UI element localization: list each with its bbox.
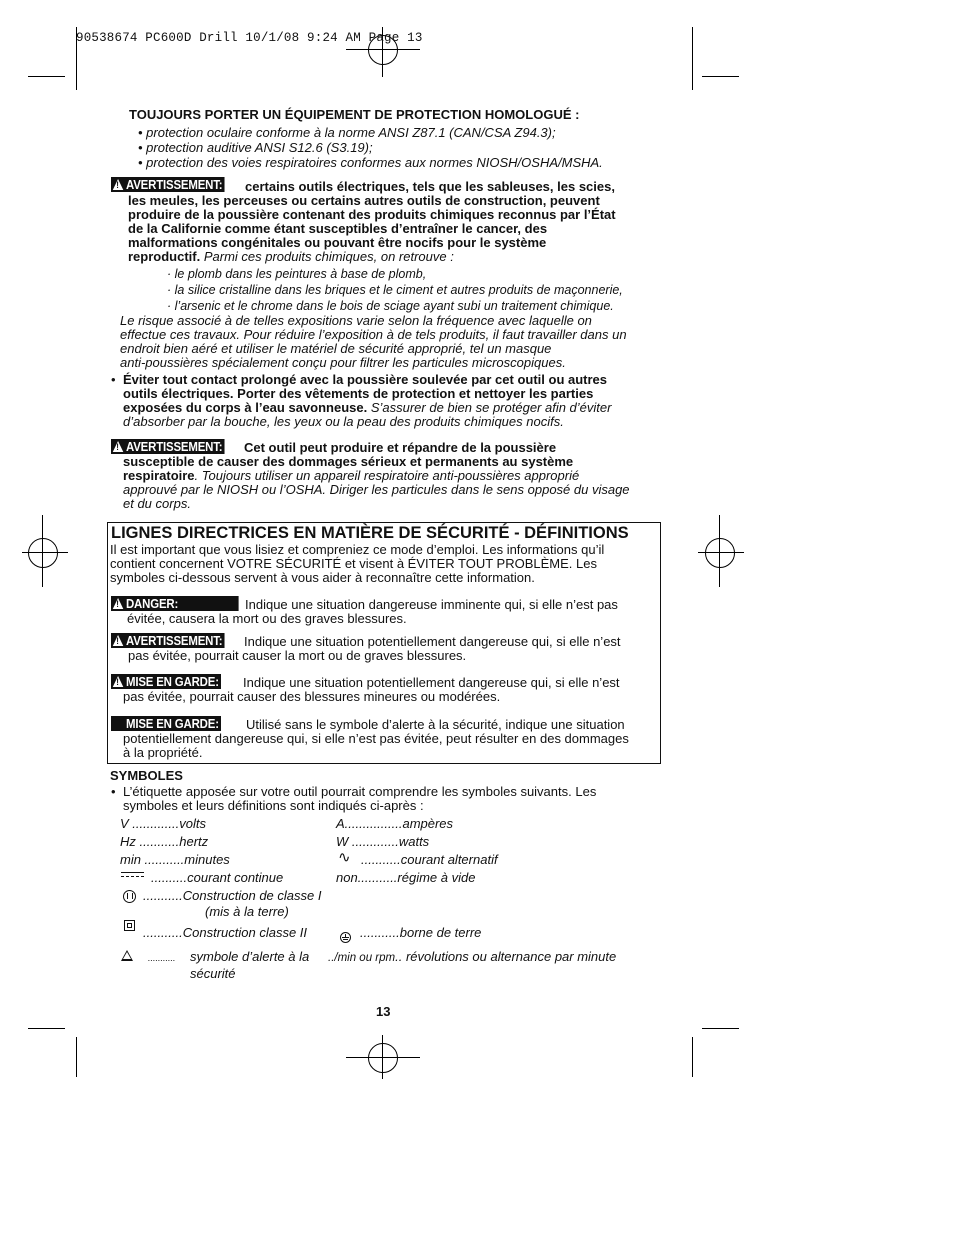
alert-triangle-icon <box>113 179 124 190</box>
symbol-alert-leader: ........... <box>148 953 176 963</box>
symbol-class-ii: ...........Construction classe II <box>143 925 308 940</box>
warning1-line: malformations congénitales ou pouvant être nocifs pour le système <box>128 235 547 250</box>
symbol-rpm: ../min ou rpm.. révolutions ou alternance par minute <box>328 949 617 964</box>
alert-triangle-icon <box>113 441 124 452</box>
protection-item: • protection auditive ANSI S12.6 (S3.19); <box>138 140 373 155</box>
guidelines-intro-line: Il est important que vous lisiez et compreniez ce mode d’emploi. Les informations qu’il <box>110 542 605 557</box>
warning-label: !AVERTISSEMENT: <box>111 439 224 454</box>
symbol-minutes: min ...........minutes <box>120 852 230 867</box>
chemical-item: · l’arsenic et le chrome dans le bois de sciage ayant subi un traitement chimique. <box>167 299 614 313</box>
symbol-hertz: Hz ...........hertz <box>120 834 209 849</box>
avoid-line: outils électriques. Porter des vêtements de protection et nettoyer les parties <box>123 386 594 401</box>
class-ii-construction-icon <box>124 920 135 931</box>
crop-mark-top-right-v <box>692 27 693 90</box>
danger-line: Indique une situation dangereuse imminente qui, si elle n’est pas <box>245 597 618 612</box>
symbol-amperes: A................ampères <box>336 816 454 831</box>
avoid-line: Éviter tout contact prolongé avec la poussière soulevée par cet outil ou autres <box>123 372 608 387</box>
bullet-icon: • <box>111 372 116 387</box>
symbol-alternating-current: ...........courant alternatif <box>361 852 498 867</box>
warning2-line: Cet outil peut produire et répandre de la poussière <box>244 440 557 455</box>
mise-en-garde-plain-line: potentiellement dangereuse qui, si elle n’est pas évitée, peut résulter en des dommages <box>123 731 629 746</box>
avertissement-line: pas évitée, pourrait causer la mort ou de graves blessures. <box>128 648 467 663</box>
crop-mark-bottom-right-v <box>692 1037 693 1077</box>
alert-triangle-icon <box>113 635 124 646</box>
protection-heading: TOUJOURS PORTER UN ÉQUIPEMENT DE PROTECTION HOMOLOGUÉ : <box>129 107 580 122</box>
symbols-intro: symboles et leurs définitions sont indiqués ci-après : <box>123 798 424 813</box>
warning1-line: produire de la poussière contenant des produits chimiques reconnus par l’État <box>128 207 616 222</box>
avertissement-line: Indique une situation potentiellement dangereuse qui, si elle n’est <box>244 634 621 649</box>
risk-line: effectue ces travaux. Pour réduire l’exposition à de tels produits, il faut travailler dans un <box>120 327 627 342</box>
earth-terminal-icon <box>340 932 351 943</box>
warning2-line: susceptible de causer des dommages sérieux et permanents au système <box>123 454 574 469</box>
mise-en-garde-line: pas évitée, pourrait causer des blessures mineures ou modérées. <box>123 689 501 704</box>
symbol-watts: W .............watts <box>336 834 430 849</box>
guidelines-intro-line: contient concernent VOTRE SÉCURITÉ et visent à ÉVITER TOUT PROBLÈME. Les <box>110 556 597 571</box>
mise-en-garde-plain-line: à la propriété. <box>123 745 203 760</box>
crop-mark-bottom-right-h <box>702 1028 739 1029</box>
alternating-current-icon: ∿ <box>338 849 351 866</box>
warning1-line: certains outils électriques, tels que les sableuses, les scies, <box>245 179 615 194</box>
alert-triangle-icon <box>113 676 124 687</box>
crop-mark-bottom-left-h <box>28 1028 65 1029</box>
warning2-line: approuvé par le NIOSH ou l’OSHA. Diriger les particules dans le sens opposé du visage <box>123 482 630 497</box>
avertissement-label: !AVERTISSEMENT: <box>111 633 224 648</box>
symbol-class-i-note: (mis à la terre) <box>205 904 289 919</box>
mise-en-garde-line: Indique une situation potentiellement dangereuse qui, si elle n’est <box>243 675 620 690</box>
direct-current-icon <box>121 872 144 877</box>
symbol-alert: symbole d’alerte à la <box>190 949 310 964</box>
mise-en-garde-plain-line: Utilisé sans le symbole d’alerte à la sécurité, indique une situation <box>246 717 625 732</box>
warning1-line: de la Californie comme étant susceptibles d’entraîner le cancer, des <box>128 221 548 236</box>
warning2-line: respiratoire. Toujours utiliser un appareil respiratoire anti-poussières approprié <box>123 468 580 483</box>
warning2-line: et du corps. <box>123 496 191 511</box>
symbol-alert-line2: sécurité <box>190 966 236 981</box>
guidelines-intro-line: symboles ci-dessous servent à vous aider à reconnaître cette information. <box>110 570 535 585</box>
safety-alert-icon <box>121 950 133 961</box>
mise-en-garde-label: !MISE EN GARDE: <box>111 674 221 689</box>
danger-label: !DANGER: <box>111 596 239 611</box>
avoid-line: d’absorber par la bouche, les yeux ou la peau des produits chimiques nocifs. <box>123 414 564 429</box>
risk-line: anti-poussières spécialement conçu pour filtrer les particules microscopiques. <box>120 355 566 370</box>
alert-triangle-icon <box>113 598 124 609</box>
risk-line: endroit bien aéré et utiliser le matériel de sécurité approprié, tel un masque <box>120 341 552 356</box>
bullet-icon: • <box>111 784 116 799</box>
danger-line: évitée, causera la mort ou des graves blessures. <box>127 611 407 626</box>
warning-label: !AVERTISSEMENT: <box>111 177 224 192</box>
symbol-direct-current: ..........courant continue <box>151 870 284 885</box>
symbols-heading: SYMBOLES <box>110 768 183 783</box>
warning1-line: reproductif. Parmi ces produits chimiques, on retrouve : <box>128 249 454 264</box>
chemical-item: · le plomb dans les peintures à base de plomb, <box>167 267 427 281</box>
symbol-volts: V .............volts <box>120 816 206 831</box>
symbol-class-i: ...........Construction de classe I <box>143 888 322 903</box>
symbol-earth-terminal: ...........borne de terre <box>360 925 482 940</box>
page-number: 13 <box>376 1004 391 1019</box>
symbol-no-load: non...........régime à vide <box>336 870 476 885</box>
avoid-line: exposées du corps à l’eau savonneuse. S’assurer de bien se protéger afin d’éviter <box>123 400 612 415</box>
guidelines-title: LIGNES DIRECTRICES EN MATIÈRE DE SÉCURITÉ - DÉFINITIONS <box>111 524 629 542</box>
crop-mark-top-left-h <box>28 76 65 77</box>
class-i-construction-icon <box>123 890 136 903</box>
chemical-item: · la silice cristalline dans les briques et le ciment et autres produits de maçonnerie, <box>167 283 623 297</box>
warning1-line: les meules, les perceuses ou certains autres outils de construction, peuvent <box>128 193 600 208</box>
print-slug: 90538674 PC600D Drill 10/1/08 9:24 AM Page 13 <box>76 31 423 45</box>
risk-line: Le risque associé à de telles expositions varie selon la fréquence avec laquelle on <box>120 313 592 328</box>
crop-mark-bottom-left-v <box>76 1037 77 1077</box>
mise-en-garde-plain-label: MISE EN GARDE: <box>111 716 221 731</box>
symbols-intro: L’étiquette apposée sur votre outil pourrait comprendre les symboles suivants. Les <box>123 784 597 799</box>
protection-item: • protection des voies respiratoires conformes aux normes NIOSH/OSHA/MSHA. <box>138 155 603 170</box>
protection-item: • protection oculaire conforme à la norme ANSI Z87.1 (CAN/CSA Z94.3); <box>138 125 556 140</box>
crop-mark-top-right-h <box>702 76 739 77</box>
